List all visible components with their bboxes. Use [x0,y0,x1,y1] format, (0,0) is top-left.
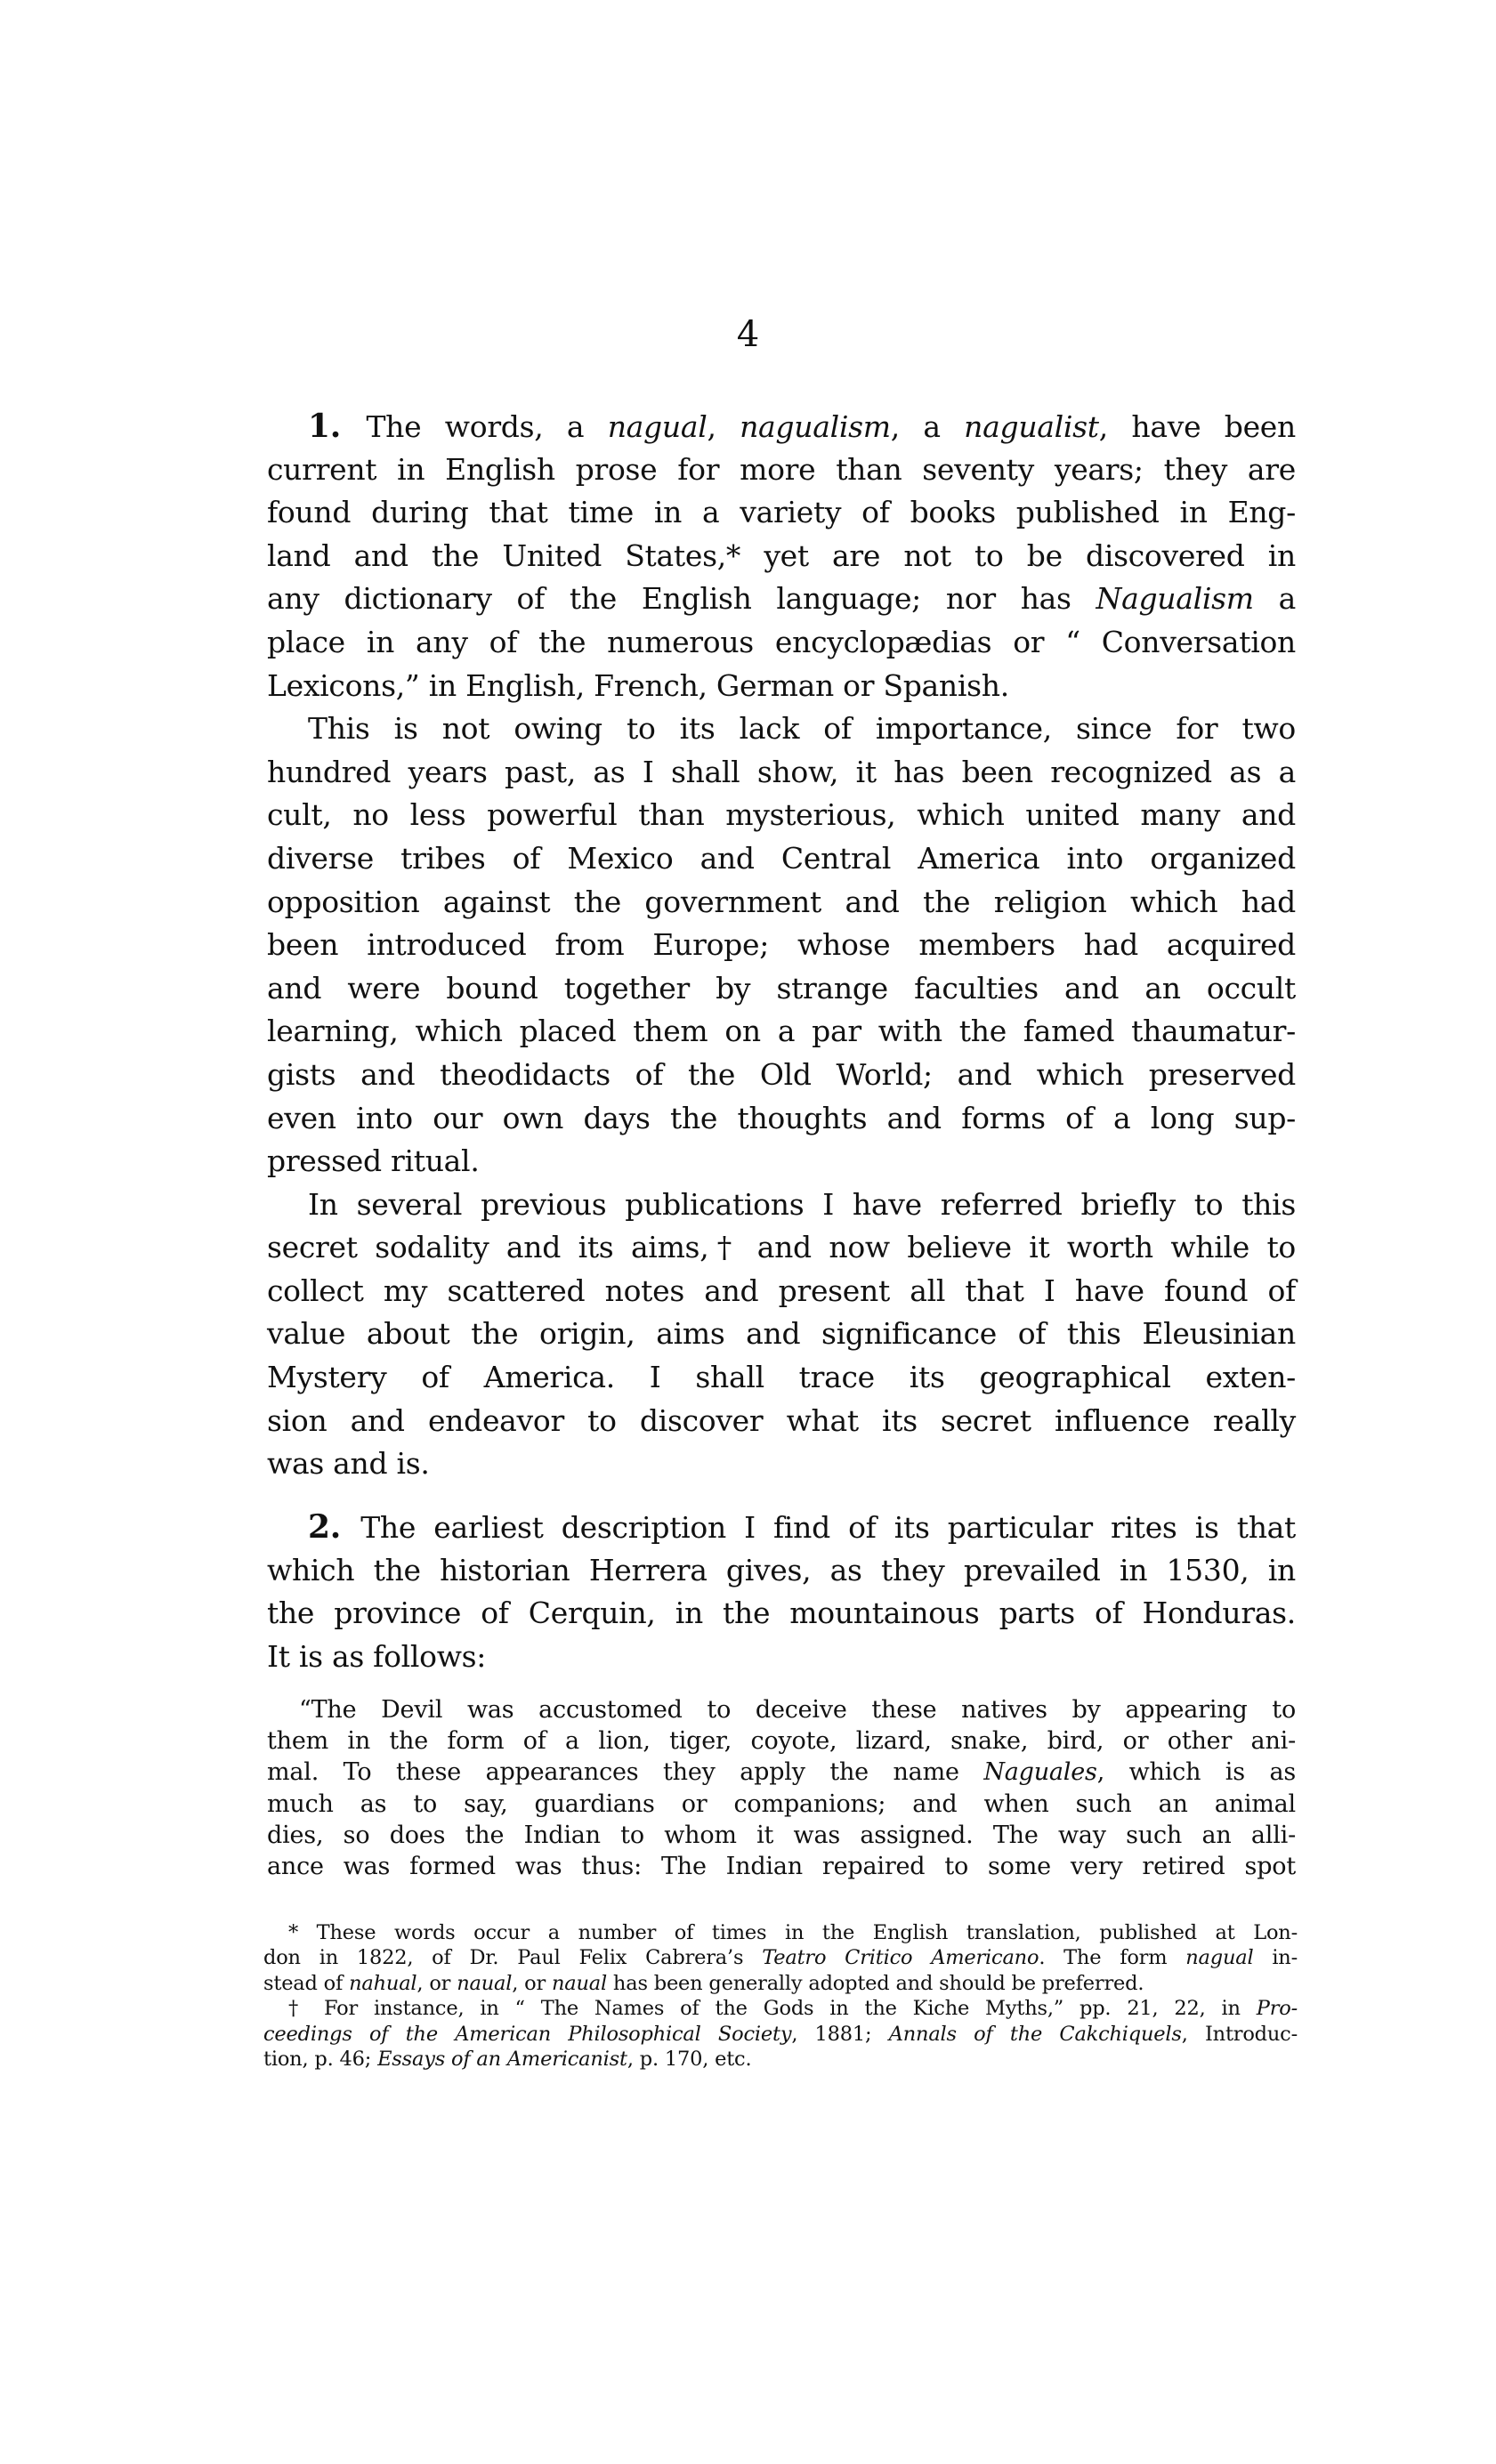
section-number: 1. [308,408,367,445]
text: , or [416,1971,457,1995]
text-line [267,751,1296,795]
quote-line [267,1694,1296,1725]
text: them in the form of a lion, tiger, coyote, lizard, snake, bird, or other ani- [267,1727,1296,1756]
text-line [267,665,1296,708]
italic-text: Teatro Critico Americano [762,1946,1039,1970]
text: dies, so does the Indian to whom it was assigned. The way such an alli- [267,1821,1296,1849]
text: mal. To these appearances they apply the name [267,1758,984,1787]
text: don in 1822, of Dr. Paul Felix Cabrera’s [263,1946,763,1970]
text-line [267,448,1296,492]
text-line [267,1549,1296,1593]
text: gists and theodidacts of the Old World; and which preserved [267,1056,1296,1092]
text: , p. 170, etc. [627,2047,752,2071]
footnote-2 [263,1996,1298,2072]
text: place in any of the numerous encyclopædias or “ Conversation [267,624,1296,659]
text-line [267,1400,1296,1443]
text: In several previous publications I have referred briefly to this [308,1186,1296,1222]
quote-line [267,1725,1296,1757]
text: The words, a [366,409,608,444]
quote-line [267,1789,1296,1820]
quote-line [267,1820,1296,1851]
text: value about the origin, aims and significance of this Eleusinian [267,1316,1296,1352]
footnote-line [263,2047,1298,2072]
text: in- [1253,1946,1298,1970]
text: hundred years past, as I shall show, it has been recognized as a [267,754,1296,789]
section-number: 2. [308,1508,361,1546]
text: opposition against the government and the religion which had [267,884,1296,919]
section-2 [267,1506,1296,1678]
section-1 [267,405,1296,1486]
text: , 1881; [791,2022,889,2046]
text: , which is as [1096,1758,1296,1787]
footnote-line [263,1971,1298,1996]
text: been introduced from Europe; whose members had acquired [267,927,1296,963]
text: a [1253,581,1296,617]
text: Lexicons,” in English, French, German or Spanish. [267,667,1009,703]
text-line [267,881,1296,925]
paragraph-first-line [267,1506,1296,1549]
text: , a [890,409,965,444]
italic-text: nagual [1185,1946,1254,1970]
text: current in English prose for more than seventy years; they are [267,451,1296,487]
footnote-line [263,1996,1298,2021]
text: This is not owing to its lack of importance, since for two [308,711,1296,747]
text: diverse tribes of Mexico and Central America into organized [267,840,1296,876]
quote-line [267,1757,1296,1788]
italic-text: naual [551,1971,607,1995]
text-line [267,967,1296,1011]
text: tion, p. 46; [263,2047,378,2071]
text: found during that time in a variety of books published in Eng- [267,495,1296,530]
text: † For instance, in “ The Names of the Gods in the Kiche Myths,” pp. 21, 22, in [288,1997,1257,2021]
herrera-quotation [267,1694,1296,1882]
text: which the historian Herrera gives, as they prevailed in 1530, in [267,1552,1296,1587]
text: “The Devil was accustomed to deceive these natives by appearing to [299,1696,1296,1724]
text-line [267,491,1296,535]
text-line [267,924,1296,967]
text-line [267,1054,1296,1097]
italic-text: Annals of the Cakchiquels [888,2022,1182,2046]
text-line [267,1097,1296,1141]
italic-text: Nagualism [1096,581,1254,617]
text: ance was formed was thus: The Indian repaired to some very retired spot [267,1852,1296,1880]
text: , or [512,1971,552,1995]
text: secret sodality and its aims,† and now believe it worth while to [267,1230,1296,1265]
text: the province of Cerquin, in the mountainous parts of Honduras. [267,1596,1296,1631]
footnote-line [263,1920,1298,1945]
text: collect my scattered notes and present all that I have found of [267,1272,1296,1308]
text: * These words occur a number of times in the English translation, published at Lon- [288,1921,1298,1944]
text-line [267,535,1296,578]
paragraph-first-line [267,1184,1296,1227]
text-line [267,1592,1296,1636]
italic-text: nahual [349,1971,417,1995]
text-line [267,1270,1296,1313]
text-line [267,621,1296,665]
text: land and the United States,* yet are not to be discovered in [267,537,1296,573]
italic-text: nagual [607,409,708,444]
page-number: 4 [736,314,760,355]
paragraph-first-line [267,405,1296,448]
text: The earliest description I find of its particular rites is that [360,1510,1297,1545]
text: learning, which placed them on a par with the famed thaumatur- [267,1014,1296,1049]
italic-text: nagualist [964,409,1099,444]
text: has been generally adopted and should be preferred. [606,1971,1144,1995]
footnotes [263,1920,1298,2072]
text: much as to say, guardians or companions; and when such an animal [267,1789,1296,1818]
text: Mystery of America. I shall trace its geographical exten- [267,1360,1296,1395]
footnote-line [263,2022,1298,2047]
text-line [267,794,1296,837]
text: was and is. [267,1446,430,1482]
italic-text: ceedings of the American Philosophical Society [263,2022,792,2046]
italic-text: Essays of an Americanist [377,2047,627,2071]
italic-text: Pro- [1256,1997,1298,2021]
text: , [707,409,740,444]
text-line [267,1442,1296,1486]
text: . The form [1039,1946,1186,1970]
text-line [267,578,1296,621]
italic-text: nagualism [740,409,891,444]
text: pressed ritual. [267,1143,480,1179]
text: , have been [1098,409,1296,444]
italic-text: naual [457,1971,513,1995]
text: and were bound together by strange faculties and an occult [267,970,1296,1006]
text-line [267,1010,1296,1054]
text: any dictionary of the English language; nor has [267,581,1096,617]
text-line [267,1636,1296,1679]
footnote-1 [263,1920,1298,1996]
text-line [267,837,1296,881]
text-line [267,1356,1296,1400]
italic-text: Naguales [983,1758,1097,1787]
text: even into our own days the thoughts and forms of a long sup- [267,1100,1296,1135]
text-line [267,1313,1296,1356]
text: sion and endeavor to discover what its secret influence really [267,1402,1296,1438]
text-line [267,1226,1296,1270]
text: stead of [263,1971,350,1995]
text: , Introduc- [1181,2022,1298,2046]
text: cult, no less powerful than mysterious, which united many and [267,797,1296,833]
text-line [267,1140,1296,1184]
paragraph-first-line [267,707,1296,751]
quote-line [267,1851,1296,1882]
footnote-line [263,1945,1298,1970]
text: It is as follows: [267,1638,487,1674]
